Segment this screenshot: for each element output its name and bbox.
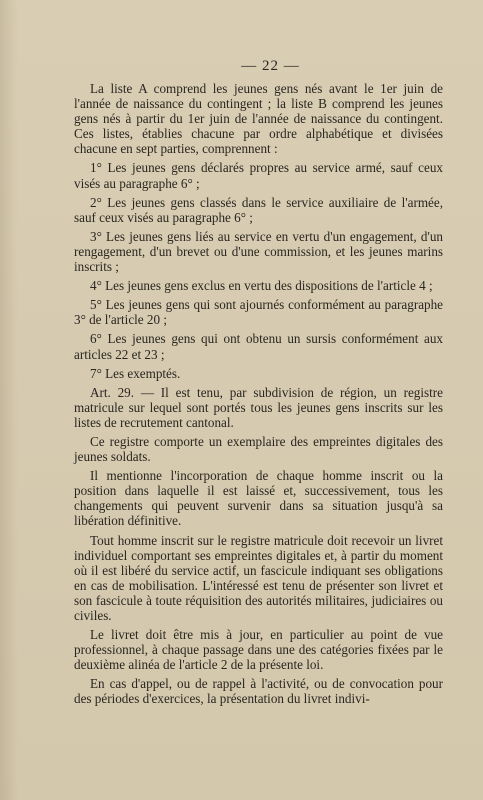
- paragraph-appel: En cas d'appel, ou de rappel à l'activité, ou de convocation pour des périodes d'exercices, la présentation du livret indivi-: [74, 676, 443, 707]
- paragraph-item-1: 1° Les jeunes gens déclarés propres au service armé, sauf ceux visés au paragraphe 6° ;: [74, 160, 443, 191]
- page-number: — 22 —: [241, 58, 300, 74]
- paragraph-livret: Tout homme inscrit sur le registre matricule doit recevoir un livret individuel comportant ses empreintes digitales et, à partir du moment où il est libéré du service actif, un fascicule indiquant ses obligations en cas de mobilisation. L'intéressé est tenu de présenter son livret et son fascicule à toute réquisition des autorités militaires, judiciaires ou civiles.: [74, 532, 443, 623]
- page-edge-shadow: [0, 0, 18, 800]
- paragraph-item-6: 6° Les jeunes gens qui ont obtenu un sursis conformément aux articles 22 et 23 ;: [74, 331, 443, 362]
- page-body: [74, 81, 443, 707]
- paragraph-item-4: 4° Les jeunes gens exclus en vertu des dispositions de l'article 4 ;: [90, 278, 433, 294]
- paragraph-item-5: 5° Les jeunes gens qui sont ajournés conformément au paragraphe 3° de l'article 20 ;: [74, 297, 443, 328]
- paragraph-incorporation: Il mentionne l'incorporation de chaque homme inscrit ou la position dans laquelle il est laissé et, successivement, tous les changements qui peuvent survenir dans sa situation jusqu'à sa libération définitive.: [74, 468, 443, 529]
- paragraph-registre: Ce registre comporte un exemplaire des empreintes digitales des jeunes soldats.: [74, 433, 443, 465]
- paragraph-article-29: Art. 29. — Il est tenu, par subdivision de région, un registre matricule sur lequel sont portés tous les jeunes gens inscrits sur les listes de recrutement cantonal.: [74, 384, 443, 430]
- paragraph-mise-a-jour: Le livret doit être mis à jour, en particulier au point de vue professionnel, à chaque passage dans une des catégories fixées par le deuxième alinéa de l'article 2 de la présente loi.: [74, 627, 443, 673]
- paragraph-item-7: 7° Les exemptés.: [90, 365, 181, 381]
- paragraph-item-3: 3° Les jeunes gens liés au service en vertu d'un engagement, d'un rengagement, d'un brevet ou d'une commission, et les jeunes marins inscrits ;: [74, 228, 443, 275]
- paragraph-item-2: 2° Les jeunes gens classés dans le service auxiliaire de l'armée, sauf ceux visés au paragraphe 6° ;: [74, 194, 443, 225]
- paragraph-intro: La liste A comprend les jeunes gens nés avant le 1er juin de l'année de naissance du contingent ; la liste B comprend les jeunes gens nés à partir du 1er juin de l'année de naissance du contingent. Ces listes, établies chacune par ordre alphabétique et divisées chacune en sept parties, comprennent :: [74, 81, 443, 157]
